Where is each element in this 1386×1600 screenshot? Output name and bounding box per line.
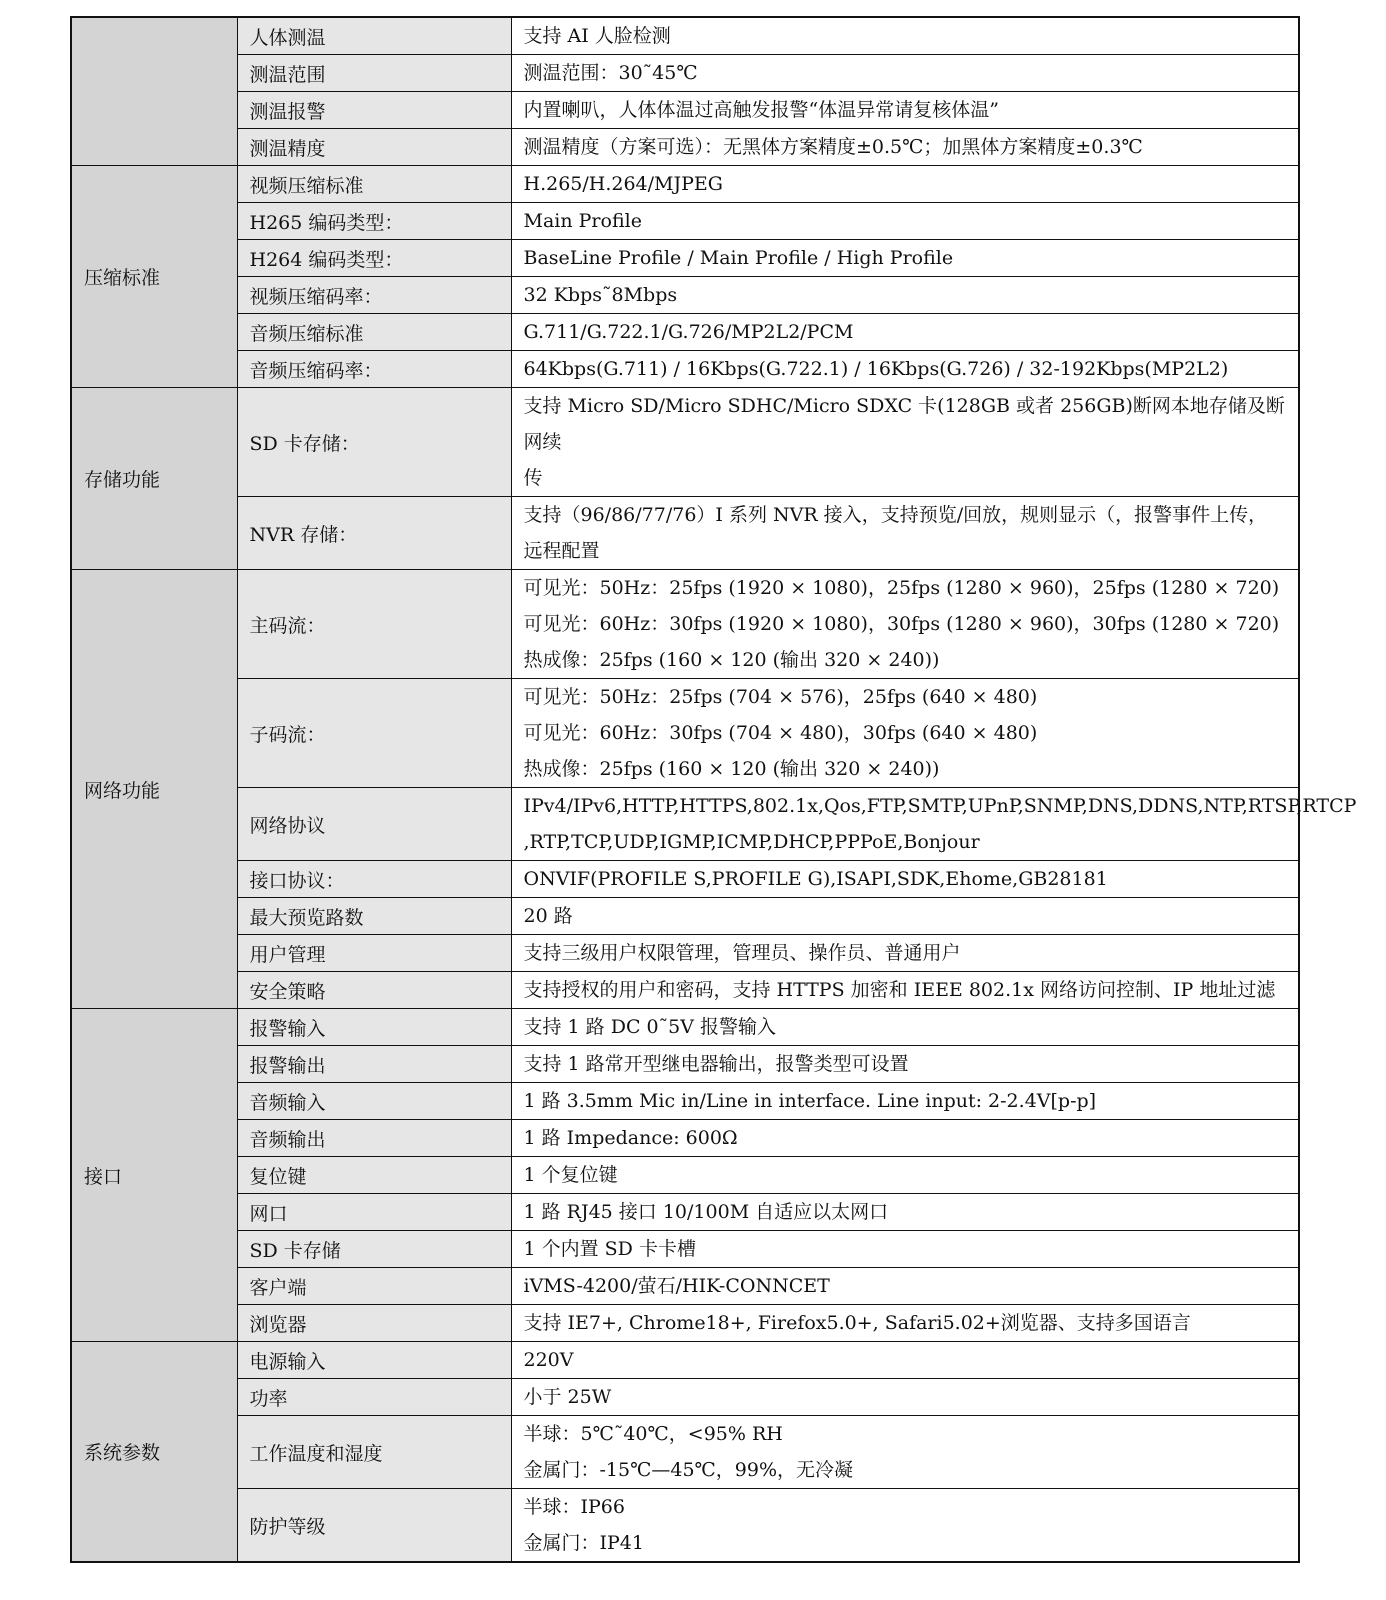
- spec-value: [511, 1268, 1299, 1305]
- spec-value-line: 220V: [523, 1349, 574, 1371]
- category-cell: 系统参数: [71, 1342, 237, 1563]
- spec-value-line: 20 路: [523, 905, 573, 927]
- spec-value: [511, 1416, 1299, 1489]
- spec-value-line: Main Profile: [523, 210, 642, 232]
- spec-label: 测温精度: [237, 129, 511, 166]
- table-row: [71, 898, 1299, 935]
- spec-value-line: 32 Kbps˜8Mbps: [523, 284, 678, 306]
- table-row: [71, 1489, 1299, 1563]
- spec-value-line: ONVIF(PROFILE S,PROFILE G),ISAPI,SDK,Ehome,GB28181: [523, 868, 1108, 890]
- spec-value-line: 支持三级用户权限管理，管理员、操作员、普通用户: [523, 942, 961, 964]
- spec-label: 用户管理: [237, 935, 511, 972]
- spec-value: [511, 1305, 1299, 1342]
- spec-value-line: 可见光：60Hz：30fps (704 × 480)，30fps (640 × 480): [523, 722, 1038, 744]
- spec-value-line: ,RTP,TCP,UDP,IGMP,ICMP,DHCP,PPPoE,Bonjour: [523, 831, 980, 853]
- spec-value: [511, 55, 1299, 92]
- table-row: [71, 1379, 1299, 1416]
- spec-label: 子码流：: [237, 679, 511, 788]
- spec-value-line: 半球：5℃˜40℃，<95% RH: [523, 1423, 783, 1445]
- spec-value-line: 内置喇叭，人体体温过高触发报警“体温异常请复核体温”: [523, 99, 999, 121]
- spec-value: [511, 314, 1299, 351]
- spec-value-line: 1 路 RJ45 接口 10/100M 自适应以太网口: [523, 1201, 889, 1223]
- table-row: [71, 1046, 1299, 1083]
- table-row: [71, 1268, 1299, 1305]
- table-row: [71, 1120, 1299, 1157]
- spec-label: 测温范围: [237, 55, 511, 92]
- spec-value-line: 支持（96/86/77/76）I 系列 NVR 接入，支持预览/回放，规则显示（，报警事件上传，: [523, 504, 1268, 526]
- spec-value: [511, 1120, 1299, 1157]
- spec-value-line: 支持 AI 人脸检测: [523, 25, 671, 47]
- spec-value-line: 热成像：25fps (160 × 120 (输出 320 × 240)): [523, 649, 940, 671]
- spec-value-line: 可见光：50Hz：25fps (1920 × 1080)，25fps (1280 × 960)，25fps (1280 × 720): [523, 577, 1280, 599]
- table-row: [71, 388, 1299, 497]
- table-row: [71, 972, 1299, 1009]
- spec-label: 接口协议：: [237, 861, 511, 898]
- table-row: [71, 240, 1299, 277]
- spec-value: [511, 1157, 1299, 1194]
- table-row: [71, 935, 1299, 972]
- spec-label: H265 编码类型：: [237, 203, 511, 240]
- spec-value-line: 支持 1 路常开型继电器输出，报警类型可设置: [523, 1053, 909, 1075]
- spec-label: 报警输出: [237, 1046, 511, 1083]
- table-row: [71, 1305, 1299, 1342]
- spec-value-line: 远程配置: [523, 540, 600, 562]
- category-cell: 压缩标准: [71, 166, 237, 388]
- spec-value: [511, 203, 1299, 240]
- spec-label: 浏览器: [237, 1305, 511, 1342]
- table-row: [71, 861, 1299, 898]
- spec-label: 最大预览路数: [237, 898, 511, 935]
- spec-label: 主码流：: [237, 570, 511, 679]
- spec-label: 音频压缩标准: [237, 314, 511, 351]
- spec-label: 音频输入: [237, 1083, 511, 1120]
- spec-label: 客户端: [237, 1268, 511, 1305]
- spec-value-line: BaseLine Profile / Main Profile / High Profile: [523, 247, 954, 269]
- spec-value: [511, 1489, 1299, 1563]
- spec-value-line: 测温范围：30˜45℃: [523, 62, 698, 84]
- spec-label: 人体测温: [237, 17, 511, 55]
- spec-value: [511, 898, 1299, 935]
- spec-label: 音频输出: [237, 1120, 511, 1157]
- category-cell: 接口: [71, 1009, 237, 1342]
- table-row: [71, 570, 1299, 679]
- table-row: [71, 1416, 1299, 1489]
- spec-value: [511, 497, 1299, 570]
- spec-value-line: iVMS-4200/萤石/HIK-CONNCET: [523, 1275, 830, 1297]
- table-row: [71, 92, 1299, 129]
- spec-value: [511, 351, 1299, 388]
- spec-label: 报警输入: [237, 1009, 511, 1046]
- spec-value: [511, 166, 1299, 203]
- table-row: [71, 17, 1299, 55]
- spec-label: NVR 存储：: [237, 497, 511, 570]
- table-row: [71, 1083, 1299, 1120]
- spec-value: [511, 1083, 1299, 1120]
- table-row: [71, 55, 1299, 92]
- spec-value: [511, 388, 1299, 497]
- spec-label: 网口: [237, 1194, 511, 1231]
- spec-value: [511, 935, 1299, 972]
- spec-value-line: 可见光：60Hz：30fps (1920 × 1080)，30fps (1280 × 960)，30fps (1280 × 720): [523, 613, 1280, 635]
- spec-value: [511, 861, 1299, 898]
- table-row: [71, 1009, 1299, 1046]
- spec-label: 防护等级: [237, 1489, 511, 1563]
- spec-value-line: 金属门：IP41: [523, 1532, 644, 1554]
- spec-label: SD 卡存储: [237, 1231, 511, 1268]
- spec-value-line: 热成像：25fps (160 × 120 (输出 320 × 240)): [523, 758, 940, 780]
- category-cell: 网络功能: [71, 570, 237, 1009]
- table-row: [71, 1231, 1299, 1268]
- spec-table: [70, 16, 1357, 1563]
- table-row: [71, 166, 1299, 203]
- spec-value: [511, 570, 1299, 679]
- table-row: [71, 129, 1299, 166]
- spec-value-line: 小于 25W: [523, 1386, 612, 1408]
- spec-value: [511, 277, 1299, 314]
- spec-label: 电源输入: [237, 1342, 511, 1379]
- spec-value: [511, 1379, 1299, 1416]
- spec-value-line: 传: [523, 467, 543, 489]
- category-cell: [71, 17, 237, 166]
- spec-value-line: 1 个复位键: [523, 1164, 618, 1186]
- spec-value: [511, 679, 1299, 788]
- spec-value-line: 半球：IP66: [523, 1496, 625, 1518]
- spec-label: 视频压缩码率：: [237, 277, 511, 314]
- table-row: [71, 203, 1299, 240]
- spec-value-line: 支持 1 路 DC 0˜5V 报警输入: [523, 1016, 776, 1038]
- spec-label: 网络协议: [237, 788, 511, 861]
- spec-value-line: 1 个内置 SD 卡卡槽: [523, 1238, 696, 1260]
- table-row: [71, 679, 1299, 788]
- spec-label: 视频压缩标准: [237, 166, 511, 203]
- spec-value: [511, 17, 1299, 55]
- spec-value-line: 测温精度（方案可选）：无黑体方案精度±0.5℃；加黑体方案精度±0.3℃: [523, 136, 1143, 158]
- spec-value: [511, 240, 1299, 277]
- spec-value: [511, 129, 1299, 166]
- spec-value-line: 1 路 Impedance: 600Ω: [523, 1127, 738, 1149]
- spec-value-line: 金属门：-15℃—45℃，99%，无冷凝: [523, 1459, 854, 1481]
- table-row: [71, 314, 1299, 351]
- spec-value-line: 支持授权的用户和密码，支持 HTTPS 加密和 IEEE 802.1x 网络访问控制、IP 地址过滤: [523, 979, 1276, 1001]
- spec-value: [511, 1009, 1299, 1046]
- spec-value-line: IPv4/IPv6,HTTP,HTTPS,802.1x,Qos,FTP,SMTP,UPnP,SNMP,DNS,DDNS,NTP,RTSP,RTCP: [523, 795, 1357, 817]
- spec-value-line: 支持 Micro SD/Micro SDHC/Micro SDXC 卡(128GB 或者 256GB)断网本地存储及断网续: [523, 395, 1285, 453]
- spec-value-line: H.265/H.264/MJPEG: [523, 173, 723, 195]
- spec-value-line: G.711/G.722.1/G.726/MP2L2/PCM: [523, 321, 854, 343]
- table-row: [71, 497, 1299, 570]
- spec-label: 测温报警: [237, 92, 511, 129]
- table-row: [71, 277, 1299, 314]
- spec-value: [511, 1046, 1299, 1083]
- spec-label: 工作温度和湿度: [237, 1416, 511, 1489]
- spec-label: 复位键: [237, 1157, 511, 1194]
- spec-value: [511, 92, 1299, 129]
- spec-value: [511, 1231, 1299, 1268]
- spec-label: 功率: [237, 1379, 511, 1416]
- spec-value-line: 1 路 3.5mm Mic in/Line in interface. Line input: 2-2.4V[p-p]: [523, 1090, 1097, 1112]
- category-cell: 存储功能: [71, 388, 237, 570]
- spec-value: [511, 1194, 1299, 1231]
- table-row: [71, 351, 1299, 388]
- spec-table-body: [71, 17, 1357, 1562]
- spec-label: H264 编码类型：: [237, 240, 511, 277]
- table-row: [71, 1342, 1299, 1379]
- spec-label: 安全策略: [237, 972, 511, 1009]
- spec-label: 音频压缩码率：: [237, 351, 511, 388]
- table-row: [71, 1157, 1299, 1194]
- spec-value-line: 支持 IE7+, Chrome18+, Firefox5.0+, Safari5.02+浏览器、支持多国语言: [523, 1312, 1191, 1334]
- spec-value: [511, 972, 1299, 1009]
- spec-value: [511, 1342, 1299, 1379]
- spec-label: SD 卡存储：: [237, 388, 511, 497]
- spec-value: [511, 788, 1357, 861]
- table-row: [71, 1194, 1299, 1231]
- spec-value-line: 可见光：50Hz：25fps (704 × 576)，25fps (640 × 480): [523, 686, 1038, 708]
- table-row: [71, 788, 1299, 861]
- spec-value-line: 64Kbps(G.711) / 16Kbps(G.722.1) / 16Kbps(G.726) / 32-192Kbps(MP2L2): [523, 358, 1229, 380]
